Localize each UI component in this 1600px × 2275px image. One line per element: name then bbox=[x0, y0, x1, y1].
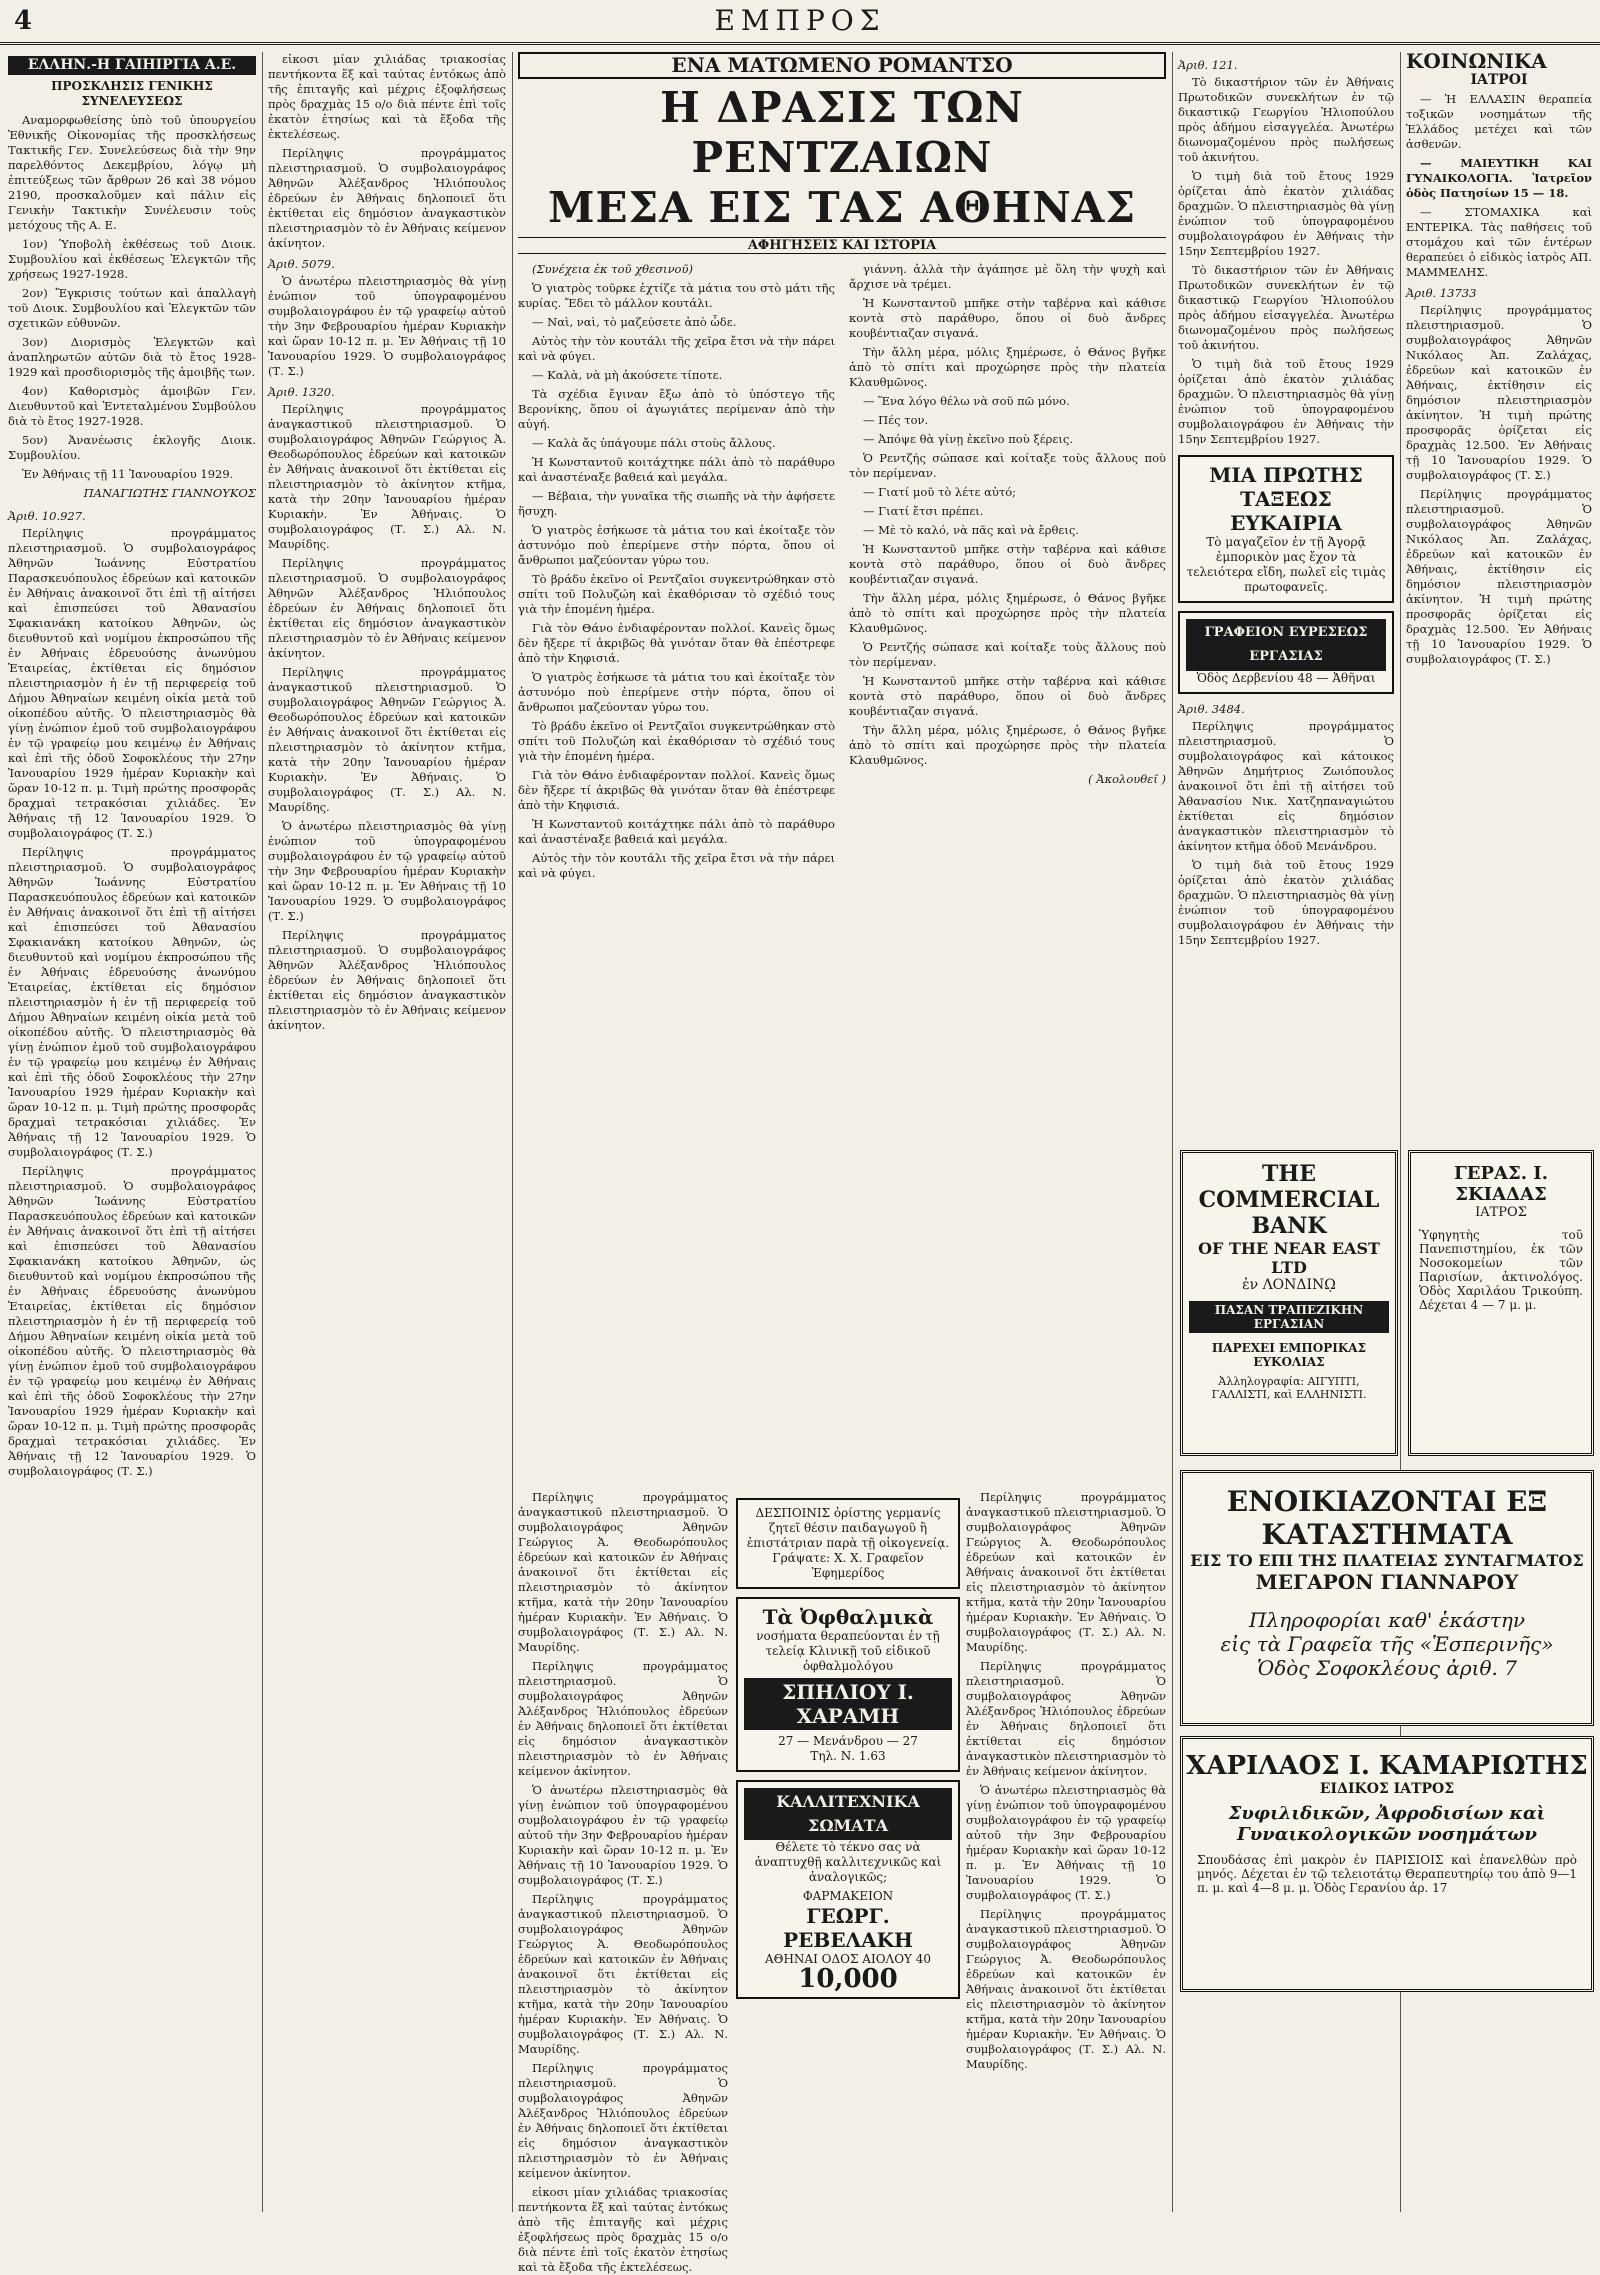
paragraph: — Γιατί μοῦ τὸ λέτε αὐτό; bbox=[863, 485, 1017, 499]
paragraph: Περίληψις προγράμματος πλειστηριασμοῦ. Ὁ συμβολαιογράφος Ἀθηνῶν Ἀλέξανδρος Ἠλιόπουλος ἐδρεύων ἐν Ἀθήναις δηλοποιεῖ ὅτι ἐκτίθεται εἰς δημόσιον ἀναγκαστικὸν πλειστηριασμὸν τὸ ἐν Ἀθήναις κείμενον ἀκίνητον. bbox=[268, 556, 506, 660]
opportunity-ad-body: Τὸ μαγαζεῖον ἐν τῇ Ἀγορᾷ ἐμπορικὸν μας ἔχον τὰ τελειότερα εἴδη, πωλεῖ εἰς τιμὰς πρωτοφανεῖς. bbox=[1186, 535, 1386, 594]
pharmacy-address: ΑΘΗΝΑΙ ΟΔΟΣ ΑΙΟΛΟΥ 40 bbox=[764, 1952, 932, 1966]
bank-location: ἐν ΛΟΝΔΙΝῼ bbox=[1242, 1277, 1336, 1293]
paragraph: Περίληψις προγράμματος πλειστηριασμοῦ. Ὁ συμβολαιογράφος Ἀθηνῶν Ἰωάννης Εὐστρατίου Παρασκευόπουλος ἐδρεύων καὶ κατοικῶν ἐν Ἀθήναις ἀνακοινοῖ ὅτι ἐπὶ τῇ αἰτήσει καὶ ἐπισπεύσει τοῦ Ἀθανασίου Σφακιανάκη κατοίκου Ἀθηνῶν, ὡς διευθυντοῦ καὶ νομίμου ἐκπροσώπου τῆς ἐν Ἀθήναις ἑδρευούσης ἀνωνύμου Ἑταιρείας, ἐκτίθεται εἰς δημόσιον πλειστηριασμὸν ἡ ἐν τῇ περιφερείᾳ τοῦ Δήμου Ἀθηναίων κειμένη οἰκία μετὰ τοῦ οἰκοπέδου αὐτῆς. Ὁ πλειστηριασμὸς θὰ γίνῃ ἐνώπιον ἐμοῦ τοῦ συμβολαιογράφου ἐν τῷ γραφείῳ μου κειμένῳ ἐν Ἀθήναις καὶ ἐπὶ τῆς ὁδοῦ Σοφοκλέους τὴν 27ην Ἰανουαρίου 1929 ἡμέραν Κυριακὴν καὶ ὥραν 10-12 π. μ. Τιμὴ πρώτης προσφορᾶς δραχμαὶ τετρακόσιαι χιλιάδες. Ἐν Ἀθήναις τῇ 12 Ἰανουαρίου 1929. Ὁ συμβολαιογράφος (Τ. Σ.) bbox=[8, 845, 256, 1159]
paragraph: Περίληψις προγράμματος ἀναγκαστικοῦ πλειστηριασμοῦ. Ὁ συμβολαιογράφος Ἀθηνῶν Γεώργιος Ἀ. Θεοδωρόπουλος ἐδρεύων καὶ κατοικῶν ἐν Ἀθήναις ἀνακοινοῖ ὅτι ἐκτίθεται εἰς πλειστηριασμὸν τὸ ἀκίνητον κτῆμα, κατὰ τὴν 20ην Ἰανουαρίου ἡμέραν Κυριακὴν. Ἐν Ἀθήναις. Ὁ συμβολαιογράφος (Τ. Σ.) Αλ. Ν. Μαυρίδης. bbox=[518, 1490, 728, 1654]
reference-number: Ἀριθ. 13733 bbox=[1406, 286, 1477, 300]
column-rule bbox=[262, 52, 263, 2212]
paragraph: Ἡ Κωνσταντοῦ κοιτάχτηκε πάλι ἀπὸ τὸ παράθυρο καὶ ἀναστέναξε βαθειά καὶ μεγάλα. bbox=[518, 817, 835, 846]
novel-title-line-2: ΜΕΣΑ ΕΙΣ ΤΑΣ ΑΘΗΝΑΣ bbox=[547, 183, 1137, 232]
ads-column bbox=[736, 1490, 960, 2210]
paragraph: — Ἀπόψε θὰ γίνῃ ἐκεῖνο ποὺ ξέρεις. bbox=[863, 432, 1073, 446]
pharmacy-ad-body: Θέλετε τὸ τέκνο σας νὰ ἀναπτυχθῇ καλλιτεχνικῶς καὶ ἀναλογικῶς; bbox=[754, 1840, 942, 1884]
column-4-lower bbox=[966, 1490, 1166, 2210]
doctor2-body: Σπουδάσας ἐπὶ μακρὸν ἐν ΠΑΡΙΣΙΟΙΣ καὶ ἐπανελθὼν πρὸ μηνός. Δέχεται ἐν τῷ τελειοτάτῳ Θεραπευτηρίῳ του ἀπὸ 9—1 π. μ. καὶ 4—8 μ. μ. Ὁδὸς Γερανίου ἀρ. 17 bbox=[1197, 1853, 1577, 1895]
paragraph: Ὁ ἀνωτέρω πλειστηριασμὸς θὰ γίνῃ ἐνώπιον τοῦ ὑπογραφομένου συμβολαιογράφου ἐν τῷ γραφείῳ αὐτοῦ τὴν 3ην Φεβρουαρίου ἡμέραν Κυριακὴν καὶ ὥραν 10-12 π. μ. Ἐν Ἀθήναις τῇ 10 Ἰανουαρίου 1929. Ὁ συμβολαιογράφος (Τ. Σ.) bbox=[518, 1783, 728, 1887]
rent-ad-address: Ὁδὸς Σοφοκλέους ἀριθ. 7 bbox=[1257, 1656, 1517, 1680]
shops-for-rent-ad bbox=[1180, 1470, 1594, 1726]
paragraph: Ἡ Κωνσταντοῦ μπῆκε στὴν ταβέρνα καὶ κάθισε κοντὰ στὸ παράθυρο, ὅπου οἱ δυὸ ἄνδρες κουβέντιαζαν σιγανά. bbox=[849, 674, 1166, 718]
paragraph: Περίληψις προγράμματος πλειστηριασμοῦ. Ὁ συμβολαιογράφος Ἀθηνῶν Ἰωάννης Εὐστρατίου Παρασκευόπουλος ἐδρεύων καὶ κατοικῶν ἐν Ἀθήναις ἀνακοινοῖ ὅτι ἐπὶ τῇ αἰτήσει καὶ ἐπισπεύσει τοῦ Ἀθανασίου Σφακιανάκη κατοίκου Ἀθηνῶν, ὡς διευθυντοῦ καὶ νομίμου ἐκπροσώπου τῆς ἐν Ἀθήναις ἑδρευούσης ἀνωνύμου Ἑταιρείας, ἐκτίθεται εἰς δημόσιον πλειστηριασμὸν ἡ ἐν τῇ περιφερείᾳ τοῦ Δήμου Ἀθηναίων κειμένη οἰκία μετὰ τοῦ οἰκοπέδου αὐτῆς. Ὁ πλειστηριασμὸς θὰ γίνῃ ἐνώπιον ἐμοῦ τοῦ συμβολαιογράφου ἐν τῷ γραφείῳ μου κειμένῳ ἐν Ἀθήναις καὶ ἐπὶ τῆς ὁδοῦ Σοφοκλέους τὴν 27ην Ἰανουαρίου 1929 ἡμέραν Κυριακὴν καὶ ὥραν 10-12 π. μ. Τιμὴ πρώτης προσφορᾶς δραχμαὶ τετρακόσιαι χιλιάδες. Ἐν Ἀθήναις τῇ 12 Ἰανουαρίου 1929. Ὁ συμβολαιογράφος (Τ. Σ.) bbox=[8, 1164, 256, 1478]
opportunity-ad bbox=[1178, 455, 1394, 603]
paragraph: Τὸ δικαστήριον τῶν ἐν Ἀθήναις Πρωτοδικῶν συνεκλήτων ἐν τῷ δικαστικῷ Γεωργίου Ἠλιοπούλου πρὸς ἀδήμου εἰσαγγελέα. Ἀνωτέρω διωνομαζομένου πρὸς πωλήσεως τοῦ ἀκινήτου. bbox=[1178, 75, 1394, 164]
eye-ad-headline: Τὰ Ὀφθαλμικὰ bbox=[762, 1605, 934, 1629]
paragraph: εἰκοσι μίαν χιλιάδας τριακοσίας πεντήκοντα ἕξ καὶ ταύτας ἐντόκως ἀπὸ τῆς ἐπιταγῆς καὶ μέχρις ἐξοφλήσεως πρὸς δραχμὰς 15 ο/ο διὰ πέντε ἐπὶ τοῖς ἑκατὸν ἐτησίως καὶ τὰ ἔξοδα τῆς ἐκτελέσεως. bbox=[268, 52, 506, 141]
paragraph: Περίληψις προγράμματος πλειστηριασμοῦ. Ὁ συμβολαιογράφος Ἀθηνῶν Ἀλέξανδρος Ἠλιόπουλος ἐδρεύων ἐν Ἀθήναις δηλοποιεῖ ὅτι ἐκτίθεται εἰς δημόσιον ἀναγκαστικὸν πλειστηριασμὸν τὸ ἐν Ἀθήναις κείμενον ἀκίνητον. bbox=[966, 1659, 1166, 1778]
paragraph: Ὁ τιμὴ διὰ τοῦ ἔτους 1929 ὁρίζεται ἀπὸ ἑκατὸν χιλιάδας δραχμῶν. Ὁ πλειστηριασμὸς θὰ γίνῃ ἐνώπιον τοῦ ὑπογραφομένου συμβολαιογράφου ἐν Ἀθήναις τὴν 15ην Σεπτεμβρίου 1927. bbox=[1178, 357, 1394, 446]
paragraph: Τὸ βράδυ ἐκεῖνο οἱ Ρεντζαῖοι συγκεντρώθηκαν στὸ σπίτι τοῦ Πολυζώη καὶ ἐκαθόρισαν τὸ σχέδιό τους γιὰ τὴν ἐπομένη ἡμέρα. bbox=[518, 572, 835, 616]
paragraph: Τὴν ἄλλη μέρα, μόλις ξημέρωσε, ὁ Θάνος βγῆκε ἀπὸ τὸ σπίτι καὶ προχώρησε πρὸς τὴν πλατεία Κλαυθμῶνος. bbox=[849, 723, 1166, 767]
paragraph: 5ον) Ἀνανέωσις ἐκλογῆς Διοικ. Συμβουλίου. bbox=[8, 433, 256, 462]
employment-ad-title: ΓΡΑΦΕΙΟΝ ΕΥΡΕΣΕΩΣ ΕΡΓΑΣΙΑΣ bbox=[1186, 619, 1386, 671]
paragraph: Ὁ τιμὴ διὰ τοῦ ἔτους 1929 ὁρίζεται ἀπὸ ἑκατὸν χιλιάδας δραχμῶν. Ὁ πλειστηριασμὸς θὰ γίνῃ ἐνώπιον τοῦ ὑπογραφομένου συμβολαιογράφου ἐν Ἀθήναις τὴν 15ην Σεπτεμβρίου 1927. bbox=[1178, 169, 1394, 258]
bank-services: ΠΑΣΑΝ ΤΡΑΠΕΖΙΚΗΝ ΕΡΓΑΣΙΑΝ bbox=[1189, 1301, 1389, 1333]
bank-facilities: ΠΑΡΕΧΕΙ ΕΜΠΟΡΙΚΑΣ ΕΥΚΟΛΙΑΣ bbox=[1211, 1341, 1367, 1369]
paragraph: Ὁ ἀνωτέρω πλειστηριασμὸς θὰ γίνῃ ἐνώπιον τοῦ ὑπογραφομένου συμβολαιογράφου ἐν τῷ γραφείῳ αὐτοῦ τὴν 3ην Φεβρουαρίου ἡμέραν Κυριακὴν καὶ ὥραν 10-12 π. μ. Ἐν Ἀθήναις τῇ 10 Ἰανουαρίου 1929. Ὁ συμβολαιογράφος (Τ. Σ.) bbox=[966, 1783, 1166, 1902]
paragraph: Ὁ ἀνωτέρω πλειστηριασμὸς θὰ γίνῃ ἐνώπιον τοῦ ὑπογραφομένου συμβολαιογράφου ἐν τῷ γραφείῳ αὐτοῦ τὴν 3ην Φεβρουαρίου ἡμέραν Κυριακὴν καὶ ὥραν 10-12 π. μ. Ἐν Ἀθήναις τῇ 10 Ἰανουαρίου 1929. Ὁ συμβολαιογράφος (Τ. Σ.) bbox=[268, 274, 506, 378]
section-heading: ΙΑΤΡΟΙ bbox=[1470, 72, 1528, 88]
column-3-lower bbox=[518, 1490, 728, 2274]
paragraph: 2ον) Ἔγκρισις τούτων καὶ ἀπαλλαγὴ τοῦ Διοικ. Συμβουλίου καὶ Ἐλεγκτῶν τῶν σχετικῶν εὐθυνῶν. bbox=[8, 286, 256, 330]
doctor-skiadas-ad bbox=[1408, 1150, 1594, 1456]
paragraph: Περίληψις προγράμματος ἀναγκαστικοῦ πλειστηριασμοῦ. Ὁ συμβολαιογράφος Ἀθηνῶν Γεώργιος Ἀ. Θεοδωρόπουλος ἐδρεύων καὶ κατοικῶν ἐν Ἀθήναις ἀνακοινοῖ ὅτι ἐκτίθεται εἰς πλειστηριασμὸν τὸ ἀκίνητον κτῆμα, κατὰ τὴν 20ην Ἰανουαρίου ἡμέραν Κυριακὴν. Ἐν Ἀθήναις. Ὁ συμβολαιογράφος (Τ. Σ.) Αλ. Ν. Μαυρίδης. bbox=[268, 665, 506, 814]
eye-ad-phone: Τηλ. Ν. 1.63 bbox=[810, 1749, 886, 1763]
doctor-body: Ὑφηγητὴς τοῦ Πανεπιστημίου, ἐκ τῶν Νοσοκομείων τῶν Παρισίων, ἀκτινολόγος. Ὁδὸς Χαριλάου Τρικούπη. Δέχεται 4 — 7 μ. μ. bbox=[1419, 1228, 1583, 1312]
paragraph: Ὁ Ρεντζής σώπασε καὶ κοίταξε τοὺς ἄλλους ποὺ τὸν περίμεναν. bbox=[849, 451, 1166, 480]
pharmacy-ad bbox=[736, 1780, 960, 1999]
bank-subtitle: OF THE NEAR EAST LTD bbox=[1198, 1239, 1380, 1277]
paragraph: 4ον) Καθορισμὸς ἀμοιβῶν Γεν. Διευθυντοῦ καὶ Ἐντεταλμένου Συμβούλου διὰ τὸ ἔτος 1927-1928. bbox=[8, 384, 256, 428]
paragraph: Τὴν ἄλλη μέρα, μόλις ξημέρωσε, ὁ Θάνος βγῆκε ἀπὸ τὸ σπίτι καὶ προχώρησε πρὸς τὴν πλατεία Κλαυθμῶνος. bbox=[849, 591, 1166, 635]
commercial-bank-ad bbox=[1180, 1150, 1398, 1456]
paragraph: 3ον) Διορισμὸς Ἐλεγκτῶν καὶ ἀναπληρωτῶν αὐτῶν διὰ τὸ ἔτος 1928-1929 καὶ προσδιορισμὸς τῆς ἀμοιβῆς των. bbox=[8, 335, 256, 379]
novel-byline: ( Ἀκολουθεῖ ) bbox=[1088, 772, 1166, 786]
paragraph: Ὁ γιατρὸς ἐσήκωσε τὰ μάτια του καὶ ἐκοίταξε τὸν ἀστυνόμο ποὺ ἐπερίμενε στὴν πόρτα, ὅπου οἱ ἄνθρωποι μαζεύονταν γύρω του. bbox=[518, 670, 835, 714]
column-1 bbox=[8, 52, 256, 2212]
paragraph: Περίληψις προγράμματος πλειστηριασμοῦ. Ὁ συμβολαιογράφος Ἀθηνῶν Ἀλέξανδρος Ἠλιόπουλος ἐδρεύων ἐν Ἀθήναις δηλοποιεῖ ὅτι ἐκτίθεται εἰς δημόσιον ἀναγκαστικὸν πλειστηριασμὸν τὸ ἐν Ἀθήναις κείμενον ἀκίνητον. bbox=[268, 928, 506, 1032]
paragraph: Ἡ Κωνσταντοῦ μπῆκε στὴν ταβέρνα καὶ κάθισε κοντὰ στὸ παράθυρο, ὅπου οἱ δυὸ ἄνδρες κουβέντιαζαν σιγανά. bbox=[849, 542, 1166, 586]
column-rule bbox=[1172, 52, 1173, 2212]
novel-right-column bbox=[849, 262, 1166, 885]
bank-name: THE COMMERCIAL BANK bbox=[1198, 1161, 1380, 1239]
paragraph: Ἐν Ἀθήναις τῇ 11 Ἰανουαρίου 1929. bbox=[22, 467, 234, 481]
novel-left-column bbox=[518, 262, 835, 885]
doctor-kamariotis-ad bbox=[1180, 1736, 1594, 1992]
doctor2-title: ΕΙΔΙΚΟΣ ΙΑΤΡΟΣ bbox=[1319, 1781, 1455, 1797]
paragraph: γιάννη. ἀλλὰ τὴν ἀγάπησε μὲ ὅλη τὴν ψυχὴ καὶ ἄρχισε νὰ τρέμει. bbox=[849, 262, 1166, 291]
paragraph: Γιὰ τὸν Θάνο ἐνδιαφέρονταν πολλοί. Κανεὶς ὅμως δὲν ἤξερε τί ἀκριβῶς θὰ γινόταν ὅταν θὰ ἐπέστρεφε ἀπὸ τὴν Κηφισιά. bbox=[518, 621, 835, 665]
company-heading: ΕΛΛΗΝ.-Η ΓΑΙΗΙΡΓΙΑ Α.Ε. bbox=[8, 56, 256, 75]
pharmacy-label: ΦΑΡΜΑΚΕΙΟΝ bbox=[802, 1889, 894, 1903]
masthead bbox=[0, 0, 1600, 45]
continuation-note: (Συνέχεια ἐκ τοῦ χθεσινοῦ) bbox=[532, 262, 693, 276]
paragraph: Περίληψις προγράμματος πλειστηριασμοῦ. Ὁ συμβολαιογράφος καὶ κάτοικος Ἀθηνῶν Δημήτριος Ζωιόπουλος ἀνακοινοῖ ὅτι ἐπὶ τῇ αἰτήσει τοῦ Ἀθανασίου Νικ. Χατζηπαναγιώτου ἐκτίθεται εἰς δημόσιον ἀναγκαστικὸν πλειστηριασμὸν τὸ ἀκίνητον κτῆμα ὁδοῦ Μενάνδρου. bbox=[1178, 719, 1394, 853]
paragraph: Αναμορφωθείσης ὑπὸ τοῦ ὑπουργείου Ἐθνικῆς Οἰκονομίας τῆς προσκλήσεως Τακτικῆς Γεν. Συνελεύσεως διὰ τὴν 9ην παρελθόντος Δεκεμβρίου, λόγῳ μὴ ἐπιτεύξεως τῶν ἄρθρων 26 καὶ 38 νόμου 2190, προσκαλοῦμεν καὶ πάλιν εἰς Γενικὴν Τακτικὴν Συνέλευσιν τοὺς μετόχους τῆς Α. Ε. bbox=[8, 113, 256, 232]
paragraph: Περίληψις προγράμματος πλειστηριασμοῦ. Ὁ συμβολαιογράφος Ἀθηνῶν Νικόλαος Ἀπ. Ζαλάχας, ἐδρεύων καὶ κατοικῶν ἐν Ἀθήναις, ἐκτίθησιν εἰς δημόσιον πλειστηριασμὸν ἀκίνητον. Ἡ τιμὴ πρώτης προσφορᾶς ὁρίζεται εἰς δραχμὰς 12.500. Ἐν Ἀθήναις τῇ 10 Ἰανουαρίου 1929. Ὁ συμβολαιογράφος (Τ. Σ.) bbox=[1406, 487, 1592, 666]
koinonika-title: ΚΟΙΝΩΝΙΚΑ bbox=[1406, 49, 1547, 73]
column-5 bbox=[1178, 52, 1394, 1142]
reference-number: Ἀριθ. 10.927. bbox=[8, 509, 86, 523]
paragraph: εἰκοσι μίαν χιλιάδας τριακοσίας πεντήκοντα ἕξ καὶ ταύτας ἐντόκως ἀπὸ τῆς ἐπιταγῆς καὶ μέχρις ἐξοφλήσεως πρὸς δραχμὰς 15 ο/ο διὰ πέντε ἐπὶ τοῖς ἑκατὸν ἐτησίως καὶ τὰ ἔξοδα τῆς ἐκτελέσεως. bbox=[518, 2185, 728, 2274]
paragraph: Ὁ γιατρὸς τοῦρκε ἐχτίζε τὰ μάτια του στὸ μάτι τῆς κυρίας. Ἔδει τὸ μάλλον κουτάλι. bbox=[518, 281, 835, 310]
paragraph: Περίληψις προγράμματος ἀναγκαστικοῦ πλειστηριασμοῦ. Ὁ συμβολαιογράφος Ἀθηνῶν Γεώργιος Ἀ. Θεοδωρόπουλος ἐδρεύων καὶ κατοικῶν ἐν Ἀθήναις ἀνακοινοῖ ὅτι ἐκτίθεται εἰς πλειστηριασμὸν τὸ ἀκίνητον κτῆμα, κατὰ τὴν 20ην Ἰανουαρίου ἡμέραν Κυριακὴν. Ἐν Ἀθήναις. Ὁ συμβολαιογράφος (Τ. Σ.) Αλ. Ν. Μαυρίδης. bbox=[268, 402, 506, 551]
doctor-name: ΓΕΡΑΣ. Ι. ΣΚΙΑΔΑΣ bbox=[1454, 1163, 1548, 1205]
paragraph: Ὁ ἀνωτέρω πλειστηριασμὸς θὰ γίνῃ ἐνώπιον τοῦ ὑπογραφομένου συμβολαιογράφου ἐν τῷ γραφείῳ αὐτοῦ τὴν 3ην Φεβρουαρίου ἡμέραν Κυριακὴν καὶ ὥραν 10-12 π. μ. Ἐν Ἀθήναις τῇ 10 Ἰανουαρίου 1929. Ὁ συμβολαιογράφος (Τ. Σ.) bbox=[268, 819, 506, 923]
novel-banner: ΕΝΑ ΜΑΤΩΜΕΝΟ ΡΟΜΑΝΤΣΟ bbox=[518, 52, 1166, 79]
column-2 bbox=[268, 52, 506, 2212]
paragraph: Ὁ τιμὴ διὰ τοῦ ἔτους 1929 ὁρίζεται ἀπὸ ἑκατὸν χιλιάδας δραχμῶν. Ὁ πλειστηριασμὸς θὰ γίνῃ ἐνώπιον τοῦ ὑπογραφομένου συμβολαιογράφου ἐν Ἀθήναις τὴν 15ην Σεπτεμβρίου 1927. bbox=[1178, 858, 1394, 947]
paragraph: Περίληψις προγράμματος πλειστηριασμοῦ. Ὁ συμβολαιογράφος Ἀθηνῶν Νικόλαος Ἀπ. Ζαλάχας, ἐδρεύων καὶ κατοικῶν ἐν Ἀθήναις, ἐκτίθησιν εἰς δημόσιον πλειστηριασμὸν ἀκίνητον. Ἡ τιμὴ πρώτης προσφορᾶς ὁρίζεται εἰς δραχμὰς 12.500. Ἐν Ἀθήναις τῇ 10 Ἰανουαρίου 1929. Ὁ συμβολαιογράφος (Τ. Σ.) bbox=[1406, 303, 1592, 482]
paragraph: Ἡ Κωνσταντοῦ κοιτάχτηκε πάλι ἀπὸ τὸ παράθυρο καὶ ἀναστέναξε βαθειά καὶ μεγάλα. bbox=[518, 455, 835, 484]
paragraph: — Ἡ ΕΛΛΑΣΙΝ θεραπεία τοξικῶν νοσημάτων τῆς Ἑλλάδος μετέχει καὶ τῶν ἀσθενῶν. bbox=[1406, 92, 1592, 151]
pharmacy-name: ΓΕΩΡΓ. ΡΕΒΕΛΑΚΗ bbox=[783, 1904, 913, 1952]
signature: ΠΑΝΑΓΙΩΤΗΣ ΓΙΑΝΝΟΥΚΟΣ bbox=[83, 486, 256, 500]
employment-office-ad bbox=[1178, 611, 1394, 694]
paragraph: Τὴν ἄλλη μέρα, μόλις ξημέρωσε, ὁ Θάνος βγῆκε ἀπὸ τὸ σπίτι καὶ προχώρησε πρὸς τὴν πλατεία Κλαυθμῶνος. bbox=[849, 345, 1166, 389]
paragraph: — Βέβαια, τὴν γυναῖκα τῆς σιωπῆς νὰ τὴν ἀφήσετε ἥσυχη. bbox=[518, 489, 835, 518]
paragraph: Τὸ βράδυ ἐκεῖνο οἱ Ρεντζαῖοι συγκεντρώθηκαν στὸ σπίτι τοῦ Πολυζώη καὶ ἐκαθόρισαν τὸ σχέδιό τους γιὰ τὴν ἐπομένη ἡμέρα. bbox=[518, 719, 835, 763]
paragraph: — ΜΑΙΕΥΤΙΚΗ ΚΑΙ ΓΥΝΑΙΚΟΛΟΓΙΑ. Ἰατρεῖον ὁδὸς Πατησίων 15 — 18. bbox=[1406, 156, 1592, 200]
paragraph: — Μὲ τὸ καλό, νὰ πᾶς καὶ νὰ ἔρθεις. bbox=[863, 523, 1079, 537]
paragraph: — Ναὶ, ναὶ, τὸ μαζεύσετε ἀπὸ ὧδε. bbox=[532, 315, 737, 329]
pharmacy-ad-title: ΚΑΛΛΙΤΕΧΝΙΚΑ ΣΩΜΑΤΑ bbox=[744, 1788, 952, 1840]
reference-number: Ἀριθ. 3484. bbox=[1178, 702, 1245, 716]
rent-ad-headline: ΕΝΟΙΚΙΑΖΟΝΤΑΙ ΕΞ ΚΑΤΑΣΤΗΜΑΤΑ bbox=[1226, 1485, 1548, 1551]
paragraph: Περίληψις προγράμματος πλειστηριασμοῦ. Ὁ συμβολαιογράφος Ἀθηνῶν Ἀλέξανδρος Ἠλιόπουλος ἐδρεύων ἐν Ἀθήναις δηλοποιεῖ ὅτι ἐκτίθεται εἰς δημόσιον ἀναγκαστικὸν πλειστηριασμὸν τὸ ἐν Ἀθήναις κείμενον ἀκίνητον. bbox=[268, 146, 506, 250]
novel-title-line-1: Η ΔΡΑΣΙΣ ΤΩΝ ΡΕΝΤΖΑΙΩΝ bbox=[660, 83, 1024, 182]
paragraph: — Πές τον. bbox=[863, 413, 929, 427]
paragraph: — Καλὰ, νὰ μὴ ἀκούσετε τίποτε. bbox=[532, 368, 723, 382]
paragraph: Περίληψις προγράμματος ἀναγκαστικοῦ πλειστηριασμοῦ. Ὁ συμβολαιογράφος Ἀθηνῶν Γεώργιος Ἀ. Θεοδωρόπουλος ἐδρεύων καὶ κατοικῶν ἐν Ἀθήναις ἀνακοινοῖ ὅτι ἐκτίθεται εἰς πλειστηριασμὸν τὸ ἀκίνητον κτῆμα, κατὰ τὴν 20ην Ἰανουαρίου ἡμέραν Κυριακὴν. Ἐν Ἀθήναις. Ὁ συμβολαιογράφος (Τ. Σ.) Αλ. Ν. Μαυρίδης. bbox=[966, 1490, 1166, 1654]
novel-subtitle: ΑΦΗΓΗΣΕΙΣ ΚΑΙ ΙΣΤΟΡΙΑ bbox=[518, 237, 1166, 254]
rent-ad-info: Πληροφορίαι καθ' ἑκάστην bbox=[1249, 1608, 1525, 1632]
paragraph: Γιὰ τὸν Θάνο ἐνδιαφέρονταν πολλοί. Κανεὶς ὅμως δὲν ἤξερε τί ἀκριβῶς θὰ γινόταν ὅταν θὰ ἐπέστρεφε ἀπὸ τὴν Κηφισιά. bbox=[518, 768, 835, 812]
notice-box: ΔΕΣΠΟΙΝΙΣ ὀρίστης γερμανίς ζητεῖ θέσιν παιδαγωγοῦ ἢ ἐπιστάτριαν παρὰ τῇ οἰκογενείᾳ. Γράψατε: Χ. Χ. Γραφεῖον Ἐφημερίδος bbox=[736, 1498, 960, 1589]
paragraph: Τὸ δικαστήριον τῶν ἐν Ἀθήναις Πρωτοδικῶν συνεκλήτων ἐν τῷ δικαστικῷ Γεωργίου Ἠλιοπούλου πρὸς ἀδήμου εἰσαγγελέα. Ἀνωτέρω διωνομαζομένου πρὸς πωλήσεως τοῦ ἀκινήτου. bbox=[1178, 263, 1394, 352]
rent-ad-office: εἰς τὰ Γραφεῖα τῆς «Ἑσπερινῆς» bbox=[1220, 1632, 1554, 1656]
company-subheading: ΠΡΟΣΚΛΗΣΙΣ ΓΕΝΙΚΗΣ ΣΥΝΕΛΕΥΣΕΩΣ bbox=[51, 79, 213, 108]
paragraph: Αὐτὸς τὴν τὸν κουτάλι τῆς χεῖρα ἔτσι νὰ τὴν πάρει καὶ νὰ φύγει. bbox=[518, 851, 835, 880]
paragraph: Περίληψις προγράμματος πλειστηριασμοῦ. Ὁ συμβολαιογράφος Ἀθηνῶν Ἰωάννης Εὐστρατίου Παρασκευόπουλος ἐδρεύων καὶ κατοικῶν ἐν Ἀθήναις ἀνακοινοῖ ὅτι ἐπὶ τῇ αἰτήσει καὶ ἐπισπεύσει τοῦ Ἀθανασίου Σφακιανάκη κατοίκου Ἀθηνῶν, ὡς διευθυντοῦ καὶ νομίμου ἐκπροσώπου τῆς ἐν Ἀθήναις ἑδρευούσης ἀνωνύμου Ἑταιρείας, ἐκτίθεται εἰς δημόσιον πλειστηριασμὸν ἡ ἐν τῇ περιφερείᾳ τοῦ Δήμου Ἀθηναίων κειμένη οἰκία μετὰ τοῦ οἰκοπέδου αὐτῆς. Ὁ πλειστηριασμὸς θὰ γίνῃ ἐνώπιον ἐμοῦ τοῦ συμβολαιογράφου ἐν τῷ γραφείῳ μου κειμένῳ ἐν Ἀθήναις καὶ ἐπὶ τῆς ὁδοῦ Σοφοκλέους τὴν 27ην Ἰανουαρίου 1929 ἡμέραν Κυριακὴν καὶ ὥραν 10-12 π. μ. Τιμὴ πρώτης προσφορᾶς δραχμαὶ τετρακόσιαι χιλιάδες. Ἐν Ἀθήναις τῇ 12 Ἰανουαρίου 1929. Ὁ συμβολαιογράφος (Τ. Σ.) bbox=[8, 526, 256, 840]
paper-name: ΕΜΠΡΟΣ bbox=[714, 4, 886, 37]
doctor-title: ΙΑΤΡΟΣ bbox=[1475, 1205, 1527, 1220]
paragraph: Περίληψις προγράμματος ἀναγκαστικοῦ πλειστηριασμοῦ. Ὁ συμβολαιογράφος Ἀθηνῶν Γεώργιος Ἀ. Θεοδωρόπουλος ἐδρεύων καὶ κατοικῶν ἐν Ἀθήναις ἀνακοινοῖ ὅτι ἐκτίθεται εἰς πλειστηριασμὸν τὸ ἀκίνητον κτῆμα, κατὰ τὴν 20ην Ἰανουαρίου ἡμέραν Κυριακὴν. Ἐν Ἀθήναις. Ὁ συμβολαιογράφος (Τ. Σ.) Αλ. Ν. Μαυρίδης. bbox=[518, 1892, 728, 2056]
paragraph: — Ἕνα λόγο θέλω νὰ σοῦ πῶ μόνο. bbox=[863, 394, 1070, 408]
eye-ad-body: νοσήματα θεραπεύονται ἐν τῇ τελείᾳ Κλινικῇ τοῦ εἰδικοῦ ὀφθαλμολόγου bbox=[756, 1629, 940, 1673]
paragraph: Αὐτὸς τὴν τὸν κουτάλι τῆς χεῖρα ἔτσι νὰ τὴν πάρει καὶ νὰ φύγει. bbox=[518, 334, 835, 363]
eye-ad-address: 27 — Μενάνδρου — 27 bbox=[778, 1734, 918, 1748]
paragraph: Περίληψις προγράμματος ἀναγκαστικοῦ πλειστηριασμοῦ. Ὁ συμβολαιογράφος Ἀθηνῶν Γεώργιος Ἀ. Θεοδωρόπουλος ἐδρεύων καὶ κατοικῶν ἐν Ἀθήναις ἀνακοινοῖ ὅτι ἐκτίθεται εἰς πλειστηριασμὸν τὸ ἀκίνητον κτῆμα, κατὰ τὴν 20ην Ἰανουαρίου ἡμέραν Κυριακὴν. Ἐν Ἀθήναις. Ὁ συμβολαιογράφος (Τ. Σ.) Αλ. Ν. Μαυρίδης. bbox=[966, 1907, 1166, 2071]
reference-number: Ἀριθ. 121. bbox=[1178, 58, 1238, 72]
paragraph: — Γιατί ἔτσι πρέπει. bbox=[863, 504, 984, 518]
eye-ad-doctor-name: ΣΠΗΛΙΟΥ Ι. ΧΑΡΑΜΗ bbox=[744, 1678, 952, 1730]
paragraph: Περίληψις προγράμματος πλειστηριασμοῦ. Ὁ συμβολαιογράφος Ἀθηνῶν Ἀλέξανδρος Ἠλιόπουλος ἐδρεύων ἐν Ἀθήναις δηλοποιεῖ ὅτι ἐκτίθεται εἰς δημόσιον ἀναγκαστικὸν πλειστηριασμὸν τὸ ἐν Ἀθήναις κείμενον ἀκίνητον. bbox=[518, 1659, 728, 1778]
reference-number: Ἀριθ. 1320. bbox=[268, 385, 335, 399]
novel-section bbox=[518, 52, 1166, 1482]
opportunity-ad-title: ΜΙΑ ΠΡΩΤΗΣ ΤΑΞΕΩΣ ΕΥΚΑΙΡΙΑ bbox=[1209, 463, 1363, 535]
page-number: 4 bbox=[14, 6, 33, 36]
paragraph: — Καλὰ ἄς ὑπάγουμε πάλι στοὺς ἄλλους. bbox=[532, 436, 776, 450]
pharmacy-price: 10,000 bbox=[798, 1964, 898, 1994]
paragraph: Ὁ Ρεντζής σώπασε καὶ κοίταξε τοὺς ἄλλους ποὺ τὸν περίμεναν. bbox=[849, 640, 1166, 669]
doctor2-specialty: Συφιλιδικῶν, Ἀφροδισίων καὶ Γυναικολογικῶν νοσημάτων bbox=[1228, 1803, 1546, 1845]
paragraph: Ἡ Κωνσταντοῦ μπῆκε στὴν ταβέρνα καὶ κάθισε κοντὰ στὸ παράθυρο, ὅπου οἱ δυὸ ἄνδρες κουβέντιαζαν σιγανά. bbox=[849, 296, 1166, 340]
employment-ad-body: Ὁδὸς Δερβενίου 48 — Ἀθῆναι bbox=[1196, 671, 1376, 685]
bank-correspondence: Ἀλληλογραφία: ΑΙΓΥΠΤΙ, ΓΑΛΛΙΣΤΙ, καὶ ΕΛΛΗΝΙΣΤΙ. bbox=[1211, 1375, 1367, 1401]
paragraph: Ὁ γιατρὸς ἐσήκωσε τὰ μάτια του καὶ ἐκοίταξε τὸν ἀστυνόμο ποὺ ἐπερίμενε στὴν πόρτα, ὅπου οἱ ἄνθρωποι μαζεύονταν γύρω του. bbox=[518, 523, 835, 567]
eye-clinic-ad bbox=[736, 1597, 960, 1772]
paragraph: Τὰ σχέδια ἔγιναν ἔξω ἀπὸ τὸ ὑπόστεγο τῆς Βερονίκης, ὅπου οἱ ἀγωγιάτες περίμεναν ἀπὸ τὴν αὐγή. bbox=[518, 387, 835, 431]
rent-ad-location: ΕΙΣ ΤΟ ΕΠΙ ΤΗΣ ΠΛΑΤΕΙΑΣ ΣΥΝΤΑΓΜΑΤΟΣ bbox=[1190, 1551, 1584, 1570]
rent-ad-building: ΜΕΓΑΡΟΝ ΓΙΑΝΝΑΡΟΥ bbox=[1255, 1570, 1519, 1594]
paragraph: Περίληψις προγράμματος πλειστηριασμοῦ. Ὁ συμβολαιογράφος Ἀθηνῶν Ἀλέξανδρος Ἠλιόπουλος ἐδρεύων ἐν Ἀθήναις δηλοποιεῖ ὅτι ἐκτίθεται εἰς δημόσιον ἀναγκαστικὸν πλειστηριασμὸν τὸ ἐν Ἀθήναις κείμενον ἀκίνητον. bbox=[518, 2061, 728, 2180]
reference-number: Ἀριθ. 5079. bbox=[268, 257, 335, 271]
paragraph: 1ον) Ὑποβολὴ ἐκθέσεως τοῦ Διοικ. Συμβουλίου καὶ ἐκθέσεως Ἐλεγκτῶν τῆς χρήσεως 1927-1928. bbox=[8, 237, 256, 281]
column-6 bbox=[1406, 49, 1592, 1112]
column-rule bbox=[512, 52, 513, 2212]
doctor2-name: ΧΑΡΙΛΑΟΣ Ι. ΚΑΜΑΡΙΩΤΗΣ bbox=[1186, 1751, 1588, 1781]
novel-body bbox=[518, 262, 1166, 885]
paragraph: — ΣΤΟΜΑΧΙΚΑ καὶ ΕΝΤΕΡΙΚΑ. Τὰς παθήσεις τοῦ στομάχου καὶ τῶν ἐντέρων θεραπεύει ὁ εἰδικὸς ἰατρὸς ΑΠ. ΜΑΜΜΕΛΗΣ. bbox=[1406, 205, 1592, 279]
